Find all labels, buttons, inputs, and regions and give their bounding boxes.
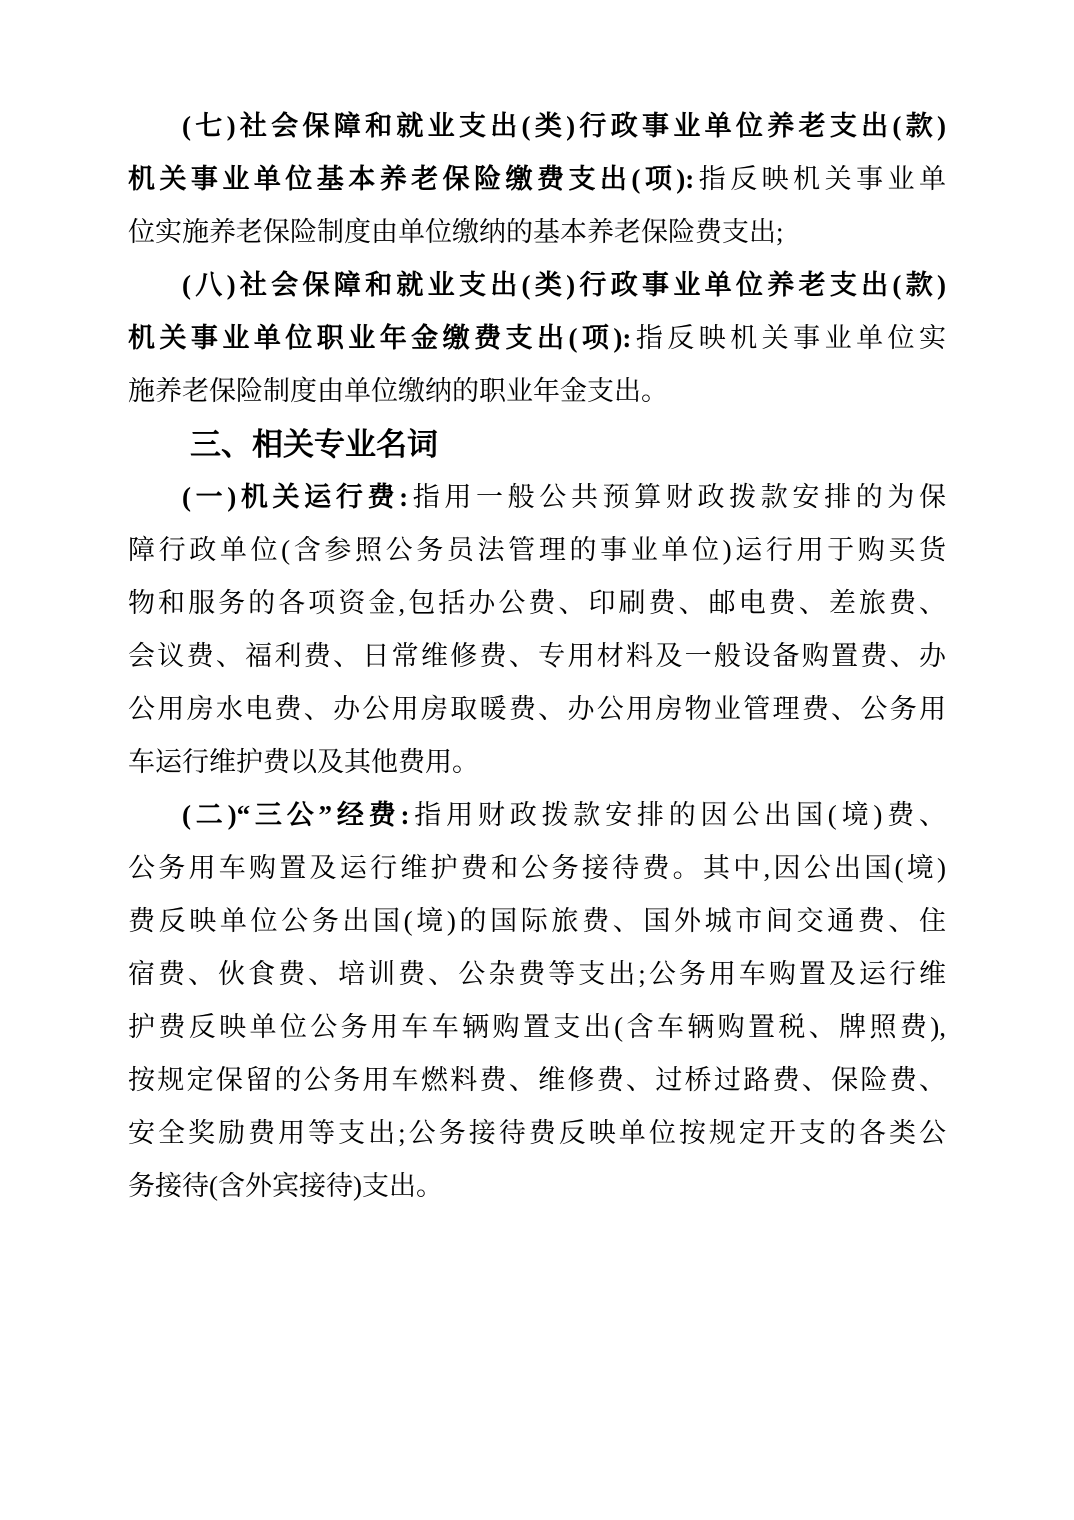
text-line: 安全奖励费用等支出;公务接待费反映单位按规定开支的各类公 <box>128 1118 946 1148</box>
definition-text: 指用财政拨款安排的因公出国(境)费、 <box>409 800 946 830</box>
text-line: 位实施养老保险制度由单位缴纳的基本养老保险费支出; <box>128 217 784 247</box>
bold-term-label: (一)机关运行费: <box>182 482 409 512</box>
term-definition-paragraph-2 <box>128 789 946 1213</box>
definition-text: 指反映机关事业单位实 <box>631 323 946 353</box>
text-line <box>128 153 946 206</box>
text-line: 按规定保留的公务用车燃料费、维修费、过桥过路费、保险费、 <box>128 1065 946 1095</box>
text-line: 施养老保险制度由单位缴纳的职业年金支出。 <box>128 376 668 406</box>
text-line: 车运行维护费以及其他费用。 <box>128 747 479 777</box>
bold-term-label: 机关事业单位职业年金缴费支出(项): <box>128 323 632 353</box>
term-definition-paragraph-1 <box>128 471 946 789</box>
text-line <box>128 312 946 365</box>
text-line: (八)社会保障和就业支出(类)行政事业单位养老支出(款) <box>182 270 946 300</box>
text-line <box>128 789 946 842</box>
section-heading-terms: 三、相关专业名词 <box>190 427 438 462</box>
text-line <box>128 471 946 524</box>
text-line: 物和服务的各项资金,包括办公费、印刷费、邮电费、差旅费、 <box>128 588 946 618</box>
text-line: 障行政单位(含参照公务员法管理的事业单位)运行用于购买货 <box>128 535 946 565</box>
text-line: 宿费、伙食费、培训费、公杂费等支出;公务用车购置及运行维 <box>128 959 946 989</box>
text-line: 费反映单位公务出国(境)的国际旅费、国外城市间交通费、住 <box>128 906 946 936</box>
text-line: 公用房水电费、办公用房取暖费、办公用房物业管理费、公务用 <box>128 694 946 724</box>
text-line: 护费反映单位公务用车车辆购置支出(含车辆购置税、牌照费), <box>128 1012 946 1042</box>
definition-text: 指用一般公共预算财政拨款安排的为保 <box>408 482 946 512</box>
expense-item-paragraph-8 <box>128 259 946 418</box>
bold-term-label: 机关事业单位基本养老保险缴费支出(项): <box>128 164 695 194</box>
text-line: (七)社会保障和就业支出(类)行政事业单位养老支出(款) <box>182 111 946 141</box>
bold-term-label: (二)“三公”经费: <box>182 800 410 830</box>
text-line: 务接待(含外宾接待)支出。 <box>128 1171 443 1201</box>
text-line: 公务用车购置及运行维护费和公务接待费。其中,因公出国(境) <box>128 853 946 883</box>
text-line: 会议费、福利费、日常维修费、专用材料及一般设备购置费、办 <box>128 641 946 671</box>
expense-item-paragraph-7 <box>128 100 946 259</box>
definition-text: 指反映机关事业单 <box>694 164 946 194</box>
